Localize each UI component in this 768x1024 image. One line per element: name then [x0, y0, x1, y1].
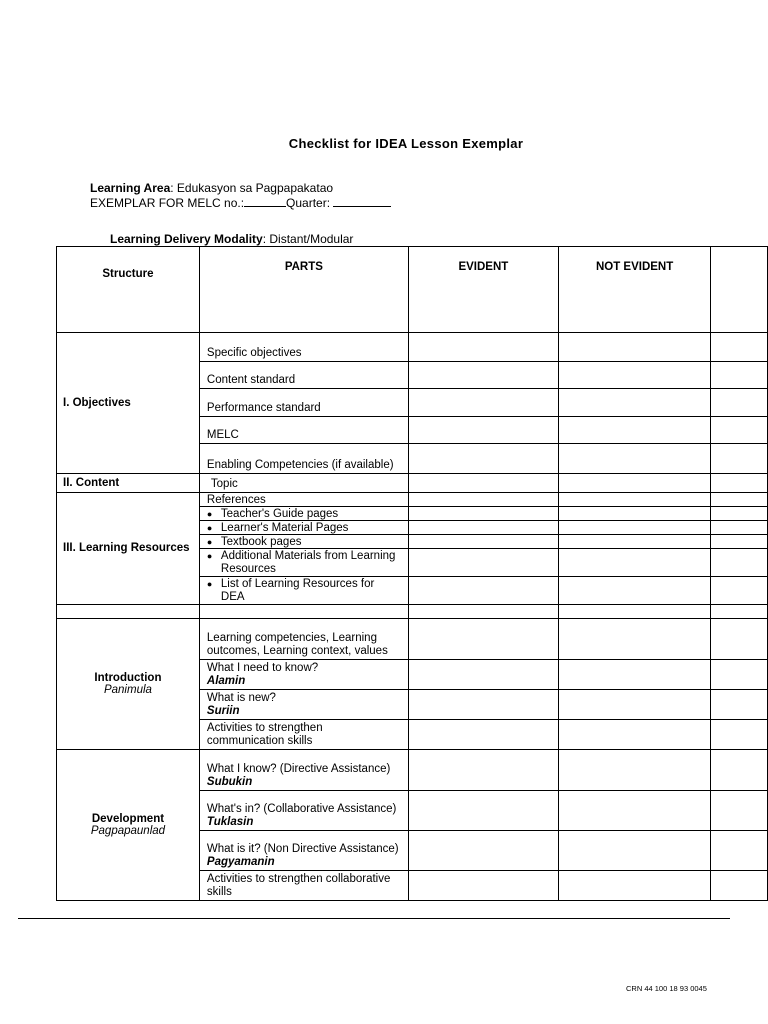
- evident-cell[interactable]: [408, 444, 558, 474]
- evident-cell[interactable]: [408, 521, 558, 535]
- bullet-icon: ●: [206, 508, 213, 519]
- extra-cell: [711, 660, 768, 690]
- content-label: II. Content: [57, 474, 200, 493]
- development-label: Development: [91, 812, 165, 825]
- evident-cell[interactable]: [408, 362, 558, 389]
- table-row: [57, 619, 768, 660]
- extra-cell: [711, 333, 768, 362]
- part-cell: Topic: [199, 474, 408, 493]
- footer-divider: [18, 918, 730, 919]
- evident-cell[interactable]: [408, 660, 558, 690]
- introduction-label-cell: [57, 619, 200, 750]
- extra-cell: [711, 831, 768, 871]
- part-cell: Activities to strengthen collaborative skills: [199, 871, 408, 901]
- extra-cell: [711, 507, 768, 521]
- part-cell: What is new? Suriin: [199, 690, 408, 720]
- extra-cell: [711, 521, 768, 535]
- table-row: [57, 333, 768, 362]
- not-evident-cell[interactable]: [558, 493, 710, 507]
- bullet-icon: ●: [206, 522, 213, 533]
- header-structure: Structure: [57, 247, 200, 333]
- evident-cell[interactable]: [408, 493, 558, 507]
- evident-cell[interactable]: [408, 535, 558, 549]
- evident-cell[interactable]: [408, 619, 558, 660]
- extra-cell: [711, 750, 768, 791]
- not-evident-cell[interactable]: [558, 507, 710, 521]
- bullet-icon: ●: [206, 579, 213, 589]
- part-tag: Pagyamanin: [206, 855, 275, 868]
- spacer-row: [57, 605, 768, 619]
- modality-value: : Distant/Modular: [262, 232, 354, 246]
- header-evident: EVIDENT: [408, 247, 558, 333]
- extra-cell: [711, 720, 768, 750]
- extra-cell: [711, 791, 768, 831]
- bullet-icon: ●: [206, 536, 213, 547]
- table-row: [57, 750, 768, 791]
- evident-cell[interactable]: [408, 333, 558, 362]
- quarter-label: Quarter:: [286, 196, 334, 210]
- not-evident-cell[interactable]: [558, 750, 710, 791]
- evident-cell[interactable]: [408, 720, 558, 750]
- evident-cell[interactable]: [408, 549, 558, 577]
- exemplar-melc-label: EXEMPLAR FOR MELC no.:: [90, 196, 245, 210]
- extra-cell: [711, 549, 768, 577]
- quarter-blank: [333, 197, 391, 207]
- part-tag: Tuklasin: [206, 815, 254, 828]
- extra-cell: [711, 417, 768, 444]
- evident-cell[interactable]: [408, 417, 558, 444]
- not-evident-cell[interactable]: [558, 619, 710, 660]
- not-evident-cell[interactable]: [558, 791, 710, 831]
- list-item: ● Teacher's Guide pages: [199, 507, 408, 521]
- evident-cell[interactable]: [408, 791, 558, 831]
- bullet-icon: ●: [206, 551, 213, 561]
- extra-cell: [711, 690, 768, 720]
- part-tag: Suriin: [206, 704, 240, 717]
- extra-cell: [711, 474, 768, 493]
- part-cell: What's in? (Collaborative Assistance) Tuklasin: [199, 791, 408, 831]
- resources-label: III. Learning Resources: [57, 493, 200, 605]
- part-cell: Content standard: [199, 362, 408, 389]
- not-evident-cell[interactable]: [558, 871, 710, 901]
- not-evident-cell[interactable]: [558, 660, 710, 690]
- table-row: [57, 493, 768, 507]
- checklist-table: [56, 246, 768, 901]
- list-item: ● Textbook pages: [199, 535, 408, 549]
- not-evident-cell[interactable]: [558, 389, 710, 417]
- header-cut-column: [711, 247, 768, 333]
- extra-cell: [711, 493, 768, 507]
- extra-cell: [711, 535, 768, 549]
- part-cell: What is it? (Non Directive Assistance) Pagyamanin: [199, 831, 408, 871]
- melc-blank: [244, 197, 286, 207]
- objectives-label: I. Objectives: [57, 333, 200, 474]
- development-sublabel: Pagpapaunlad: [90, 825, 166, 837]
- part-cell: Specific objectives: [199, 333, 408, 362]
- footer-code: CRN 44 100 18 93 0045: [626, 984, 707, 993]
- part-cell: Performance standard: [199, 389, 408, 417]
- evident-cell[interactable]: [408, 474, 558, 493]
- header-row: [57, 247, 768, 333]
- part-cell: Learning competencies, Learning outcomes, Learning context, values: [199, 619, 408, 660]
- part-cell: MELC: [199, 417, 408, 444]
- not-evident-cell[interactable]: [558, 577, 710, 605]
- introduction-label: Introduction: [94, 671, 162, 684]
- not-evident-cell[interactable]: [558, 720, 710, 750]
- list-item: ● List of Learning Resources for DEA: [199, 577, 408, 605]
- list-item: ● Learner's Material Pages: [199, 521, 408, 535]
- learning-area-label: Learning Area: [90, 181, 171, 195]
- not-evident-cell[interactable]: [558, 831, 710, 871]
- evident-cell[interactable]: [408, 831, 558, 871]
- extra-cell: [711, 577, 768, 605]
- not-evident-cell[interactable]: [558, 444, 710, 474]
- header-parts: PARTS: [199, 247, 408, 333]
- references-heading: References: [199, 493, 408, 507]
- evident-cell[interactable]: [408, 577, 558, 605]
- exemplar-line: [90, 196, 391, 210]
- document-title: Checklist for IDEA Lesson Exemplar: [288, 136, 524, 151]
- list-item: ● Additional Materials from Learning Resources: [199, 549, 408, 577]
- not-evident-cell[interactable]: [558, 535, 710, 549]
- part-cell: Activities to strengthen communication skills: [199, 720, 408, 750]
- extra-cell: [711, 389, 768, 417]
- not-evident-cell[interactable]: [558, 362, 710, 389]
- evident-cell[interactable]: [408, 389, 558, 417]
- table-row: [57, 474, 768, 493]
- evident-cell[interactable]: [408, 507, 558, 521]
- modality-line: [110, 232, 353, 246]
- introduction-sublabel: Panimula: [103, 684, 152, 696]
- development-label-cell: [57, 750, 200, 901]
- part-tag: Alamin: [206, 674, 246, 687]
- not-evident-cell[interactable]: [558, 474, 710, 493]
- evident-cell[interactable]: [408, 750, 558, 791]
- learning-area-line: [90, 181, 333, 195]
- evident-cell[interactable]: [408, 871, 558, 901]
- not-evident-cell[interactable]: [558, 690, 710, 720]
- header-not-evident: NOT EVIDENT: [558, 247, 710, 333]
- not-evident-cell[interactable]: [558, 549, 710, 577]
- part-cell: What I know? (Directive Assistance) Subukin: [199, 750, 408, 791]
- learning-area-value: : Edukasyon sa Pagpapakatao: [170, 181, 334, 195]
- extra-cell: [711, 362, 768, 389]
- extra-cell: [711, 444, 768, 474]
- evident-cell[interactable]: [408, 690, 558, 720]
- part-tag: Subukin: [206, 775, 253, 788]
- extra-cell: [711, 871, 768, 901]
- modality-label: Learning Delivery Modality: [110, 232, 263, 246]
- extra-cell: [711, 619, 768, 660]
- not-evident-cell[interactable]: [558, 521, 710, 535]
- part-cell: Enabling Competencies (if available): [199, 444, 408, 474]
- part-cell: What I need to know? Alamin: [199, 660, 408, 690]
- not-evident-cell[interactable]: [558, 333, 710, 362]
- not-evident-cell[interactable]: [558, 417, 710, 444]
